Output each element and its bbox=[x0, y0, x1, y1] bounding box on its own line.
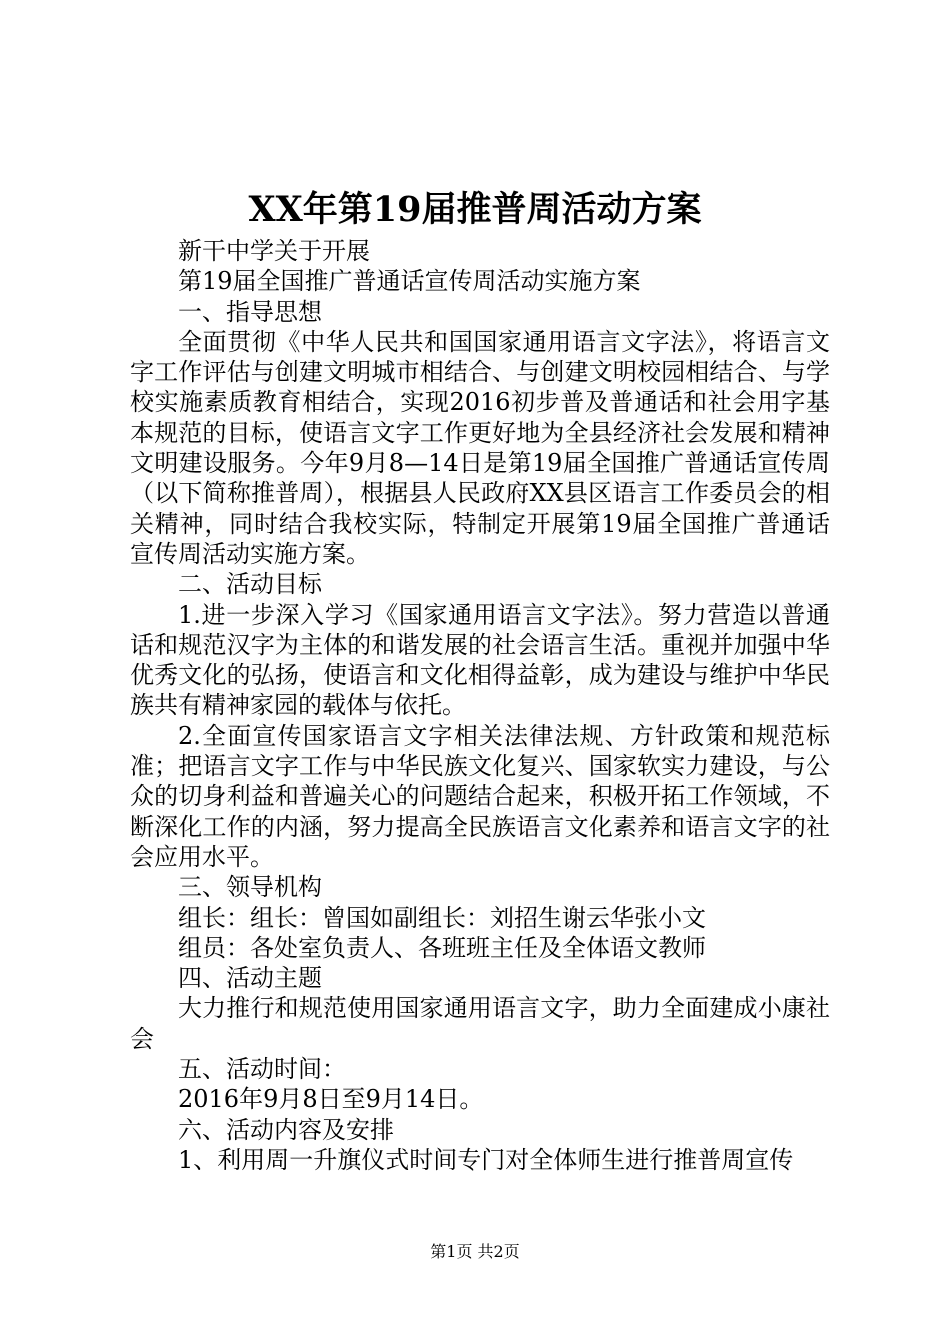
section-heading: 四、活动主题 bbox=[178, 964, 322, 993]
page-footer: 第1页 共2页 bbox=[430, 1242, 520, 1261]
paragraph: 组长：组长：曾国如副组长：刘招生谢云华张小文 bbox=[178, 903, 706, 932]
paragraph: 新干中学关于开展 bbox=[178, 237, 370, 265]
section-heading: 一、指导思想 bbox=[178, 297, 322, 326]
section-heading: 六、活动内容及安排 bbox=[178, 1115, 394, 1144]
paragraph: 2.全面宣传国家语言文字相关法律法规、方针政策和规范标准；把语言文字工作与中华民族文化复兴、国家软实力建设，与公众的切身利益和普遍关心的问题结合起来，积极开拓工作领域，不断深化工作的内涵，努力提高全民族语言文化素养和语言文字的社会应用水平。 bbox=[130, 721, 830, 871]
paragraph: 大力推行和规范使用国家通用语言文字，助力全面建成小康社会 bbox=[130, 994, 830, 1053]
section-heading: 三、领导机构 bbox=[178, 873, 322, 902]
document-body bbox=[130, 236, 830, 1175]
paragraph: 第19届全国推广普通话宣传周活动实施方案 bbox=[178, 267, 641, 296]
paragraph: 组员：各处室负责人、各班班主任及全体语文教师 bbox=[178, 933, 706, 962]
paragraph: 2016年9月8日至9月14日。 bbox=[178, 1085, 484, 1114]
paragraph: 1.进一步深入学习《国家通用语言文字法》。努力营造以普通话和规范汉字为主体的和谐发展的社会语言生活。重视并加强中华优秀文化的弘扬，使语言和文化相得益彰，成为建设与维护中华民族共有精神家园的载体与依托。 bbox=[130, 600, 830, 720]
paragraph: 全面贯彻《中华人民共和国国家通用语言文字法》，将语言文字工作评估与创建文明城市相结合、与创建文明校园相结合、与学校实施素质教育相结合，实现2016初步普及普通话和社会用字基本规范的目标，使语言文字工作更好地为全县经济社会发展和精神文明建设服务。今年9月8—14日是第19届全国推广普通话宣传周（以下简称推普周），根据县人民政府XX县区语言工作委员会的相关精神，同时结合我校实际，特制定开展第19届全国推广普通话宣传周活动实施方案。 bbox=[130, 327, 830, 568]
section-heading: 五、活动时间： bbox=[178, 1055, 346, 1084]
document-title: XX年第19届推普周活动方案 bbox=[248, 189, 702, 230]
paragraph: 1、利用周一升旗仪式时间专门对全体师生进行推普周宣传 bbox=[178, 1145, 794, 1174]
section-heading: 二、活动目标 bbox=[178, 570, 322, 599]
